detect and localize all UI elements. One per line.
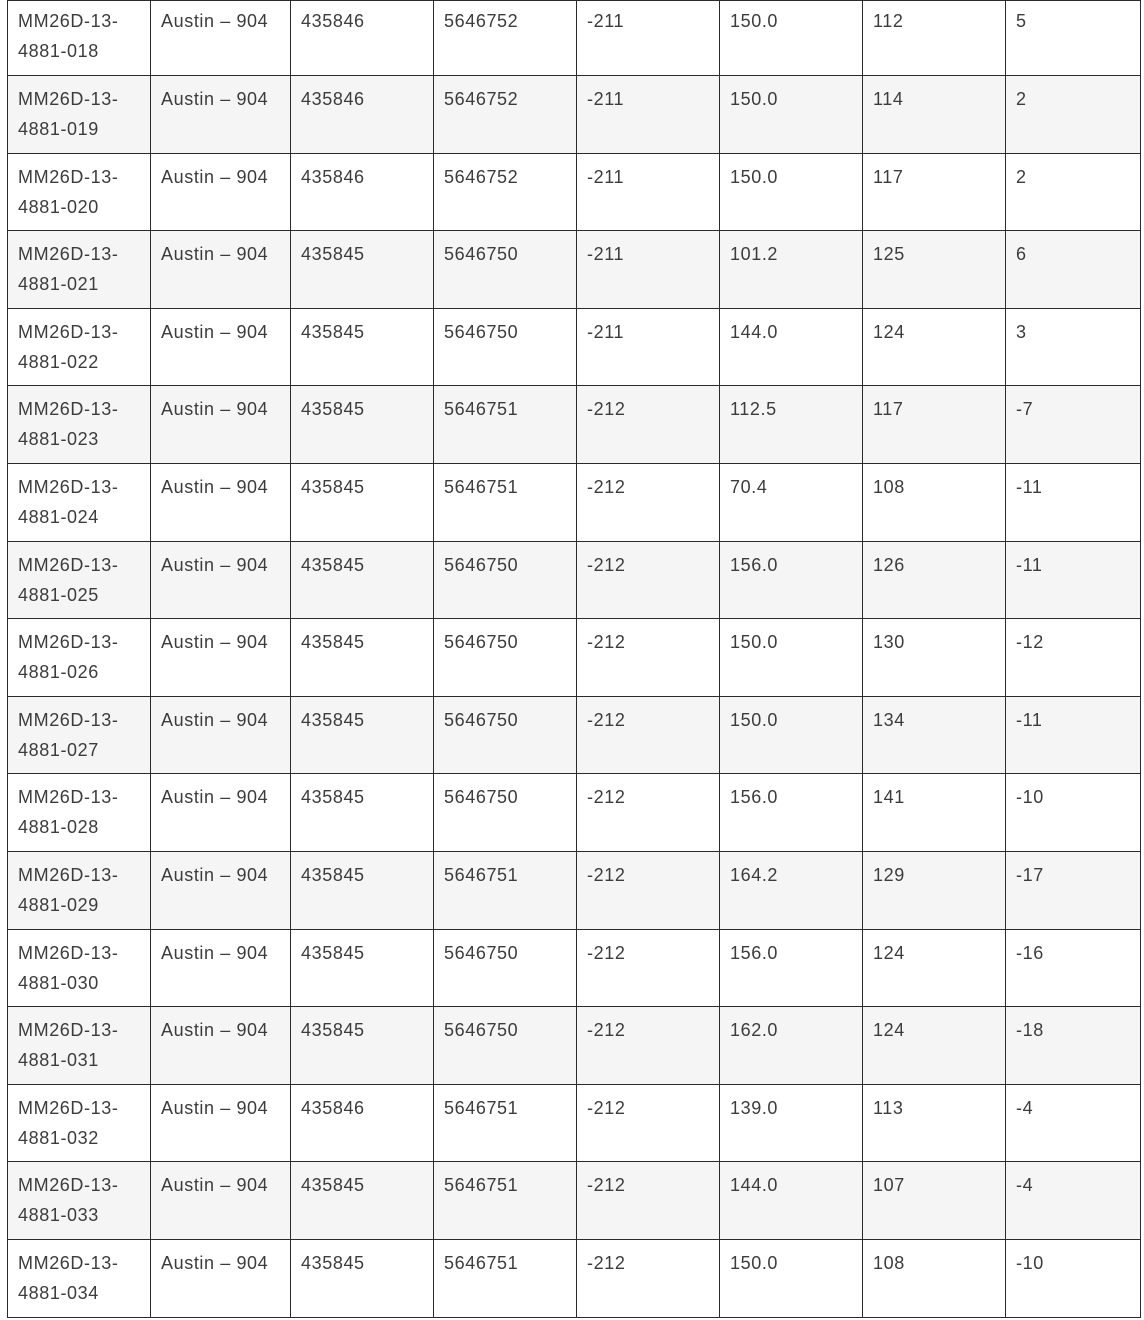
cell-col7: 124: [863, 308, 1006, 386]
cell-col3: 435845: [291, 1007, 434, 1085]
cell-col5: -212: [577, 1007, 720, 1085]
cell-hole-id: [8, 463, 151, 541]
hole-id-line1: MM26D-13-: [18, 321, 119, 342]
hole-id-line1: MM26D-13-: [18, 1175, 119, 1196]
cell-col3: 435846: [291, 1084, 434, 1162]
cell-col3: 435845: [291, 774, 434, 852]
cell-col6: 156.0: [720, 774, 863, 852]
cell-col5: -212: [577, 929, 720, 1007]
cell-col5: -211: [577, 76, 720, 154]
cell-site: Austin – 904: [151, 1162, 291, 1240]
cell-col7: 126: [863, 541, 1006, 619]
cell-site: Austin – 904: [151, 463, 291, 541]
cell-site: Austin – 904: [151, 619, 291, 697]
cell-col3: 435845: [291, 619, 434, 697]
cell-col6: 164.2: [720, 851, 863, 929]
cell-hole-id: [8, 851, 151, 929]
cell-hole-id: [8, 541, 151, 619]
cell-col4: 5646750: [434, 774, 577, 852]
cell-site: Austin – 904: [151, 1084, 291, 1162]
cell-col6: 156.0: [720, 929, 863, 1007]
cell-col8: 6: [1006, 231, 1141, 309]
cell-col3: 435845: [291, 463, 434, 541]
table-row[interactable]: [8, 1007, 1141, 1085]
cell-col3: 435845: [291, 308, 434, 386]
cell-col3: 435845: [291, 696, 434, 774]
cell-site: Austin – 904: [151, 696, 291, 774]
hole-id-line2: 4881-021: [18, 274, 99, 295]
cell-hole-id: [8, 774, 151, 852]
cell-site: Austin – 904: [151, 929, 291, 1007]
cell-col4: 5646750: [434, 929, 577, 1007]
cell-hole-id: [8, 1007, 151, 1085]
cell-hole-id: [8, 619, 151, 697]
cell-site: Austin – 904: [151, 1007, 291, 1085]
hole-id-line1: MM26D-13-: [18, 787, 119, 808]
cell-col6: 156.0: [720, 541, 863, 619]
table-row[interactable]: [8, 231, 1141, 309]
cell-col3: 435846: [291, 153, 434, 231]
hole-id-line1: MM26D-13-: [18, 1020, 119, 1041]
cell-col8: -4: [1006, 1084, 1141, 1162]
cell-site: Austin – 904: [151, 76, 291, 154]
cell-col4: 5646750: [434, 308, 577, 386]
table-row[interactable]: [8, 386, 1141, 464]
hole-id-line2: 4881-028: [18, 817, 99, 838]
cell-col3: 435846: [291, 76, 434, 154]
table-row[interactable]: [8, 463, 1141, 541]
cell-col5: -212: [577, 1084, 720, 1162]
cell-site: Austin – 904: [151, 1239, 291, 1317]
cell-col5: -212: [577, 386, 720, 464]
hole-id-line2: 4881-020: [18, 196, 99, 217]
table-row[interactable]: [8, 619, 1141, 697]
cell-hole-id: [8, 386, 151, 464]
cell-col3: 435845: [291, 541, 434, 619]
table-viewport: [7, 0, 1140, 1318]
cell-col6: 70.4: [720, 463, 863, 541]
cell-col5: -212: [577, 1162, 720, 1240]
cell-col4: 5646750: [434, 619, 577, 697]
cell-col8: -7: [1006, 386, 1141, 464]
cell-col6: 150.0: [720, 696, 863, 774]
cell-site: Austin – 904: [151, 308, 291, 386]
cell-col7: 124: [863, 929, 1006, 1007]
hole-id-line2: 4881-026: [18, 662, 99, 683]
cell-col7: 108: [863, 1239, 1006, 1317]
hole-id-line2: 4881-027: [18, 739, 99, 760]
cell-col6: 150.0: [720, 1239, 863, 1317]
cell-col7: 141: [863, 774, 1006, 852]
hole-id-line2: 4881-019: [18, 119, 99, 139]
hole-id-line1: MM26D-13-: [18, 1252, 119, 1273]
table-row[interactable]: [8, 774, 1141, 852]
table-row[interactable]: [8, 1162, 1141, 1240]
cell-col8: -12: [1006, 619, 1141, 697]
cell-col4: 5646750: [434, 231, 577, 309]
hole-id-line2: 4881-024: [18, 506, 99, 527]
cell-site: Austin – 904: [151, 153, 291, 231]
cell-col4: 5646751: [434, 1239, 577, 1317]
hole-id-line1: MM26D-13-: [18, 554, 119, 575]
cell-col6: 144.0: [720, 308, 863, 386]
cell-col6: 144.0: [720, 1162, 863, 1240]
cell-col4: 5646751: [434, 463, 577, 541]
hole-id-line2: 4881-025: [18, 584, 99, 605]
cell-col8: -18: [1006, 1007, 1141, 1085]
hole-id-line1: MM26D-13-: [18, 399, 119, 420]
cell-col3: 435845: [291, 929, 434, 1007]
cell-col4: 5646751: [434, 1162, 577, 1240]
cell-hole-id: [8, 76, 151, 154]
cell-col8: 2: [1006, 153, 1141, 231]
hole-id-line2: 4881-034: [18, 1282, 99, 1303]
cell-col5: -212: [577, 1239, 720, 1317]
cell-col8: 2: [1006, 76, 1141, 154]
cell-col5: -212: [577, 619, 720, 697]
hole-id-line2: 4881-022: [18, 351, 99, 372]
table-row[interactable]: [8, 1, 1141, 76]
cell-col8: -10: [1006, 774, 1141, 852]
cell-hole-id: [8, 153, 151, 231]
hole-id-line1: MM26D-13-: [18, 709, 119, 730]
cell-col7: 117: [863, 386, 1006, 464]
table-row[interactable]: [8, 76, 1141, 154]
cell-col8: 5: [1006, 1, 1141, 76]
hole-id-line1: MM26D-13-: [18, 89, 119, 109]
cell-col7: 130: [863, 619, 1006, 697]
hole-id-line1: MM26D-13-: [18, 244, 119, 265]
cell-col7: 129: [863, 851, 1006, 929]
cell-col4: 5646750: [434, 1007, 577, 1085]
cell-col3: 435845: [291, 386, 434, 464]
cell-col4: 5646750: [434, 696, 577, 774]
hole-id-line2: 4881-033: [18, 1205, 99, 1226]
hole-id-line1: MM26D-13-: [18, 476, 119, 497]
cell-col6: 150.0: [720, 1, 863, 76]
cell-col8: -11: [1006, 463, 1141, 541]
cell-col7: 112: [863, 1, 1006, 76]
cell-col4: 5646751: [434, 386, 577, 464]
cell-col5: -212: [577, 851, 720, 929]
cell-col8: -17: [1006, 851, 1141, 929]
hole-id-line2: 4881-032: [18, 1127, 99, 1148]
table-row[interactable]: [8, 696, 1141, 774]
table-row[interactable]: [8, 851, 1141, 929]
cell-col6: 150.0: [720, 619, 863, 697]
cell-site: Austin – 904: [151, 231, 291, 309]
hole-id-line1: MM26D-13-: [18, 11, 119, 31]
cell-col8: 3: [1006, 308, 1141, 386]
cell-col3: 435845: [291, 1239, 434, 1317]
cell-col3: 435845: [291, 1162, 434, 1240]
cell-site: Austin – 904: [151, 541, 291, 619]
cell-col4: 5646751: [434, 1084, 577, 1162]
cell-col7: 114: [863, 76, 1006, 154]
cell-col7: 134: [863, 696, 1006, 774]
cell-hole-id: [8, 929, 151, 1007]
cell-col8: -10: [1006, 1239, 1141, 1317]
cell-col3: 435845: [291, 851, 434, 929]
cell-hole-id: [8, 1239, 151, 1317]
cell-col8: -16: [1006, 929, 1141, 1007]
cell-col6: 150.0: [720, 153, 863, 231]
hole-id-line1: MM26D-13-: [18, 166, 119, 187]
cell-site: Austin – 904: [151, 774, 291, 852]
table-row[interactable]: [8, 1239, 1141, 1317]
cell-col7: 125: [863, 231, 1006, 309]
cell-col4: 5646752: [434, 153, 577, 231]
hole-id-line1: MM26D-13-: [18, 1097, 119, 1118]
cell-hole-id: [8, 1, 151, 76]
hole-id-line2: 4881-018: [18, 41, 99, 61]
cell-col6: 112.5: [720, 386, 863, 464]
cell-col4: 5646751: [434, 851, 577, 929]
cell-col5: -212: [577, 463, 720, 541]
table-row[interactable]: [8, 1084, 1141, 1162]
cell-hole-id: [8, 696, 151, 774]
cell-site: Austin – 904: [151, 851, 291, 929]
hole-id-line2: 4881-031: [18, 1050, 99, 1071]
cell-col3: 435846: [291, 1, 434, 76]
cell-hole-id: [8, 231, 151, 309]
cell-col4: 5646752: [434, 76, 577, 154]
cell-col7: 124: [863, 1007, 1006, 1085]
cell-col5: -211: [577, 153, 720, 231]
data-table: [7, 0, 1141, 1318]
cell-col5: -212: [577, 541, 720, 619]
cell-col7: 117: [863, 153, 1006, 231]
cell-col5: -212: [577, 774, 720, 852]
cell-col7: 108: [863, 463, 1006, 541]
hole-id-line1: MM26D-13-: [18, 942, 119, 963]
cell-col6: 150.0: [720, 76, 863, 154]
hole-id-line2: 4881-030: [18, 972, 99, 993]
table-row[interactable]: [8, 541, 1141, 619]
hole-id-line1: MM26D-13-: [18, 632, 119, 653]
cell-col6: 101.2: [720, 231, 863, 309]
table-row[interactable]: [8, 308, 1141, 386]
cell-col5: -211: [577, 231, 720, 309]
table-row[interactable]: [8, 929, 1141, 1007]
hole-id-line1: MM26D-13-: [18, 864, 119, 885]
cell-col4: 5646750: [434, 541, 577, 619]
cell-col4: 5646752: [434, 1, 577, 76]
cell-col5: -212: [577, 696, 720, 774]
cell-hole-id: [8, 308, 151, 386]
cell-site: Austin – 904: [151, 1, 291, 76]
hole-id-line2: 4881-023: [18, 429, 99, 450]
cell-site: Austin – 904: [151, 386, 291, 464]
cell-col7: 107: [863, 1162, 1006, 1240]
cell-col8: -11: [1006, 541, 1141, 619]
cell-col8: -4: [1006, 1162, 1141, 1240]
cell-col8: -11: [1006, 696, 1141, 774]
cell-col5: -211: [577, 1, 720, 76]
cell-col7: 113: [863, 1084, 1006, 1162]
hole-id-line2: 4881-029: [18, 894, 99, 915]
cell-hole-id: [8, 1084, 151, 1162]
cell-col5: -211: [577, 308, 720, 386]
cell-col6: 139.0: [720, 1084, 863, 1162]
cell-hole-id: [8, 1162, 151, 1240]
cell-col3: 435845: [291, 231, 434, 309]
cell-col6: 162.0: [720, 1007, 863, 1085]
table-row[interactable]: [8, 153, 1141, 231]
